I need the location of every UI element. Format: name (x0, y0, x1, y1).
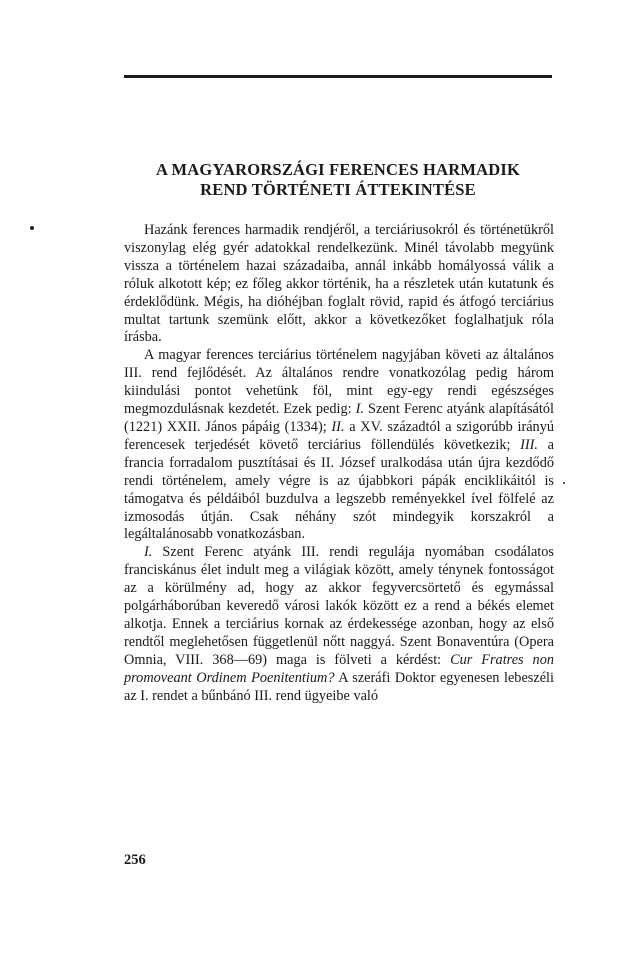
text-run: a XV. századtól a szigorúbb irányú ferencesek terjedését követő terciárius föllendülés következik; (124, 418, 554, 453)
paragraph (124, 347, 554, 544)
paragraph (124, 544, 554, 705)
top-rule (124, 75, 552, 78)
margin-dot (563, 482, 565, 484)
italic-run: I. (144, 544, 153, 561)
text-run: a francia forradalom pusztításai és II. József uralkodása után újra kezdődő rendi történelem, amely végre is az újabbkori pápák enciklikáitól is támogatva és példáiból buzdulva a legszebb reményekkel ível fölfelé az izmosodás útján. Csak néhány szót mindegyik korszakról a legáltalánosabb vonatkozásban. (124, 436, 555, 543)
text-run: Szent Ferenc atyánk III. rendi regulája nyomában csodálatos franciskánus élet indult meg a világiak között, amely ténynek fontosságot az a körülmény ad, hogy az akkor fegyvercsörtető és egymással polgárháborúban keveredő városi lakók között ez a rend a békés elemet alkotja. Ennek a terciárius kornak az érdekessége azonban, hogy az első rendtől meglehetősen függetlenül nőtt naggyá. Szent Bonaventúra (Opera Omnia, VIII. 368—69) maga is fölveti a kérdést: (124, 544, 554, 668)
page-number: 256 (124, 852, 146, 868)
italic-run: III. (520, 436, 538, 453)
body-text (124, 222, 554, 705)
margin-dot (30, 226, 34, 230)
chapter-title (124, 160, 552, 200)
italic-run: II. (331, 418, 345, 435)
chapter-title-line-1: A MAGYARORSZÁGI FERENCES HARMADIK (156, 160, 520, 179)
paragraph (124, 222, 554, 347)
text-run: A szeráfi Doktor egyenesen lebeszéli az I. rendet a bűnbánó III. rend ügyeibe való (124, 669, 554, 704)
italic-run: I. (355, 401, 365, 418)
text-run: A magyar ferences terciárius történelem nagyjában követi az általános III. rend fejlődését. Az általános rendre vonatkozólag pedig három kiindulási pontot vehetünk föl, mint egy-egy rendi egészséges megmozdulásnak kezdetét. Ezek pedig: (124, 347, 554, 418)
chapter-title-line-2: REND TÖRTÉNETI ÁTTEKINTÉSE (200, 180, 476, 199)
italic-run: Cur Fratres non promoveant Ordinem Poenitentium? (124, 651, 554, 686)
text-run: Szent Ferenc atyánk alapításától (1221) XXII. János pápáig (1334); (124, 401, 554, 435)
text-run: Hazánk ferences harmadik rendjéről, a terciáriusokról és történetükről viszonylag elég gyér adatokkal rendelkezünk. Minél távolabb megyünk vissza a történelem hazai századaiba, annál inkább homályossá válik a róluk alkotott kép; ez főleg akkor történik, ha a részletek után kutatunk és érdeklődünk. Mégis, ha dióhéjban foglalt rövid, rapid és átfogó terciárius multat tartunk szemünk előtt, akkor a következőket foglalhatjuk róla írásba. (124, 222, 554, 346)
